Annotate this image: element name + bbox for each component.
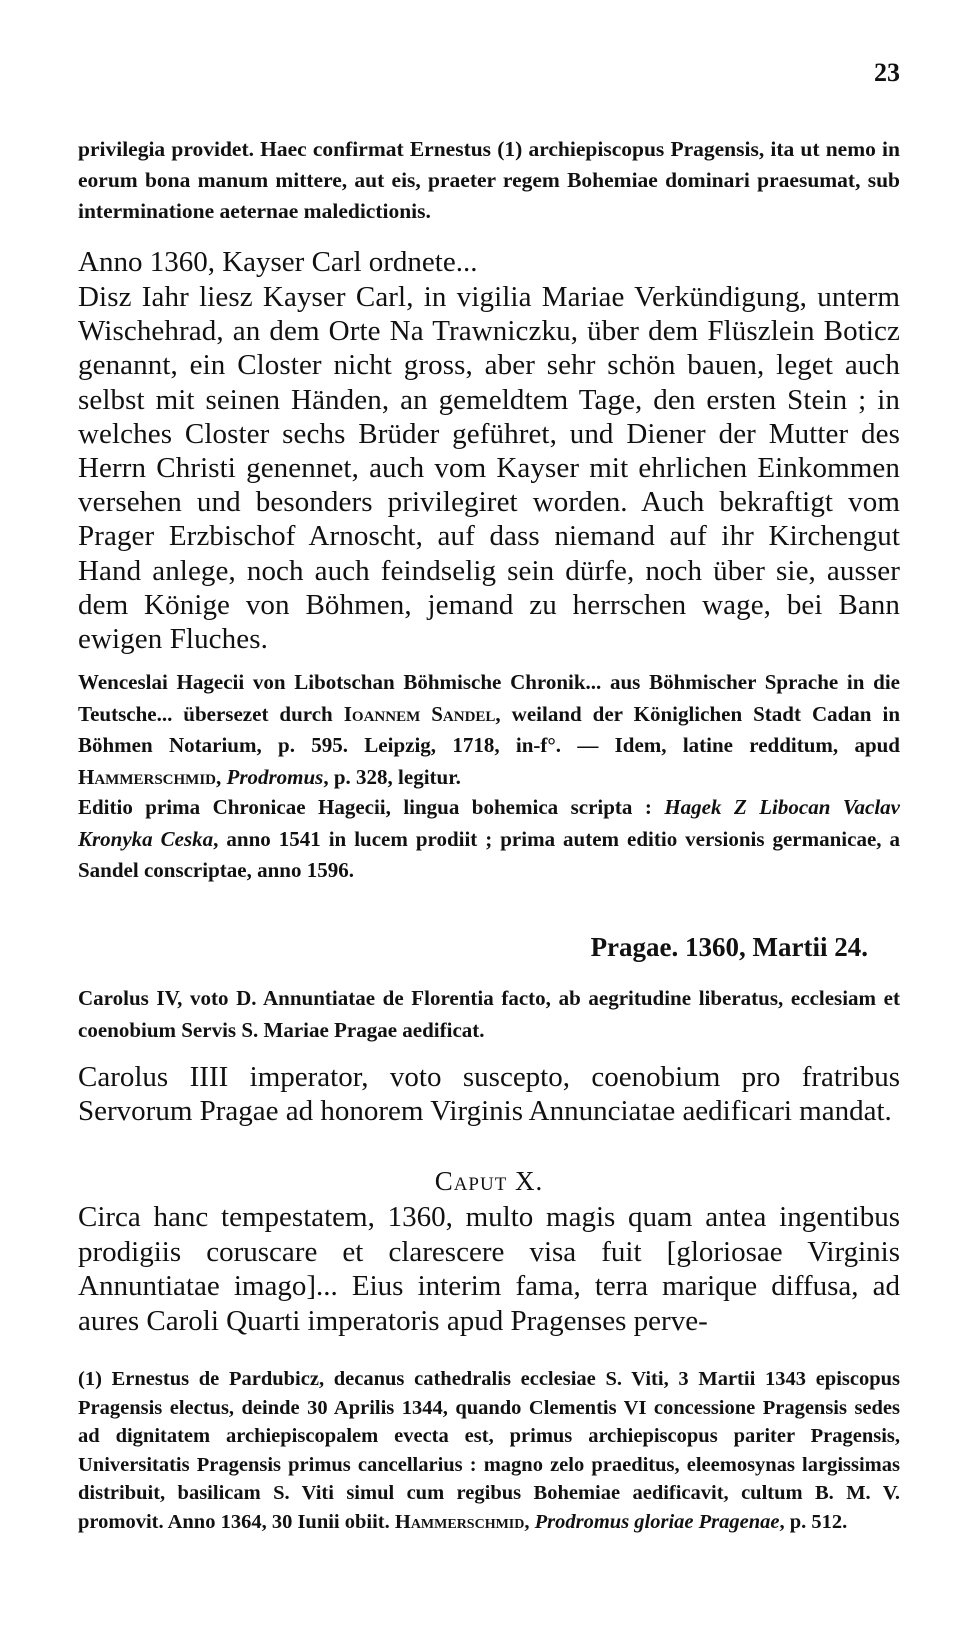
edition-text-1: Editio prima Chronicae Hagecii, lingua bohemica scripta : — [78, 795, 665, 819]
latin-intro-text: Carolus IIII imperator, voto suscepto, coenobium pro fratribus Servorum Pragae ad honorem Virginis Annunciatae aedificari mandat. — [78, 1061, 900, 1127]
author-name: Hammerschmid — [78, 764, 216, 789]
german-chronicle-text: Disz Iahr liesz Kayser Carl, in vigilia Mariae Verkündigung, unterm Wischehrad, an dem Orte Na Trawniczku, über dem Flüszlein Boticz genannt, ein Closter nicht gross, aber sehr schön bauen, leget auch selbst mit seinen Händen, an gemeldtem Tage, den ersten Stein ; in welches Closter sechs Brüder geführet, und Diener der Mutter des Herrn Christi genennet, auch vom Kayser mit ehrlichen Einkommen versehen und besonders privilegiret worden. Auch bekraftigt vom Prager Erzbischof Arnoscht, auf dass niemand auf ihr Kirchengut Hand anlege, noch auch feindselig sein dürfe, noch über sie, ausser dem Könige von Böhmen, jemand zu herrschen wage, bei Bann ewigen Fluches. — [78, 281, 900, 656]
source-text-3: , p. 328, legitur. — [323, 764, 461, 789]
german-heading: Anno 1360, Kayser Carl ordnete... — [78, 246, 478, 278]
edition-title: Hagek Z Libocan Vaclav Kronyka Ceska — [78, 795, 900, 851]
footnote-work-title: Prodromus gloriae Pragenae — [534, 1510, 780, 1533]
footnote-text-1: (1) Ernestus de Pardubicz, decanus cathedralis ecclesiae S. Viti, 3 Martii 1343 episcopus Pragensis electus, deinde 30 Aprilis 1344, quando Clementis VI concessione Pragensis sedes ad dignitatem archiepiscopalem evecta est, primus archiepiscopus pariter Pragensis, Universitatis Pragensis primus cancellarius : magno zelo praeditus, eleemosynas largissimas distribuit, basilicam S. Viti simul cum regibus Bohemiae aedificavit, cultum B. M. V. promovit. Anno 1364, 30 Iunii obiit. — [78, 1368, 900, 1533]
edition-text-2: , anno 1541 in lucem prodiit ; prima autem editio versionis germanicae, a Sandel conscriptae, anno 1596. — [78, 826, 901, 882]
page-number: 23 — [874, 58, 900, 87]
chapter-heading: Caput X. — [434, 1166, 544, 1196]
source-text-2: , weiland der Königlichen Stadt Cadan in Böhmen Notarium, p. 595. Leipzig, 1718, in-f°. — Idem, latine redditum, apud — [78, 701, 900, 757]
source-separator: , — [216, 764, 227, 789]
source-text-1: Wenceslai Hagecii von Libotschan Böhmische Chronik... aus Böhmischer Sprache in die Teutsche... übersezet durch — [78, 670, 900, 726]
source-citation — [78, 667, 900, 793]
document-summary: Carolus IV, voto D. Annuntiatae de Florentia facto, ab aegritudine liberatus, ecclesiam et coenobium Servis S. Mariae Pragae aedificat. — [78, 986, 900, 1042]
footnote-text-2: , p. 512. — [779, 1510, 848, 1533]
work-title: Prodromus — [226, 764, 324, 789]
latin-chapter-text: Circa hanc tempestatem, 1360, multo magis quam antea ingentibus prodigiis coruscare et clarescere visa fuit [gloriosae Virginis Annuntiatae imago]... Eius interim fama, terra marique diffusa, ad aures Caroli Quarti imperatoris apud Pragenses perve- — [78, 1201, 900, 1337]
place-date-heading: Pragae. 1360, Martii 24. — [590, 932, 868, 962]
edition-note — [78, 792, 900, 887]
footnote-author: Hammerschmid — [394, 1510, 525, 1533]
translator-name: Ioannem Sandel — [343, 701, 496, 726]
footnote-separator: , — [524, 1510, 535, 1533]
footnote — [78, 1365, 900, 1537]
intro-paragraph: privilegia providet. Haec confirmat Ernestus (1) archiepiscopus Pragensis, ita ut nemo in eorum bona manum mittere, aut eis, praeter regem Bohemiae dominari praesumat, sub interminatione aeternae maledictionis. — [78, 137, 900, 223]
